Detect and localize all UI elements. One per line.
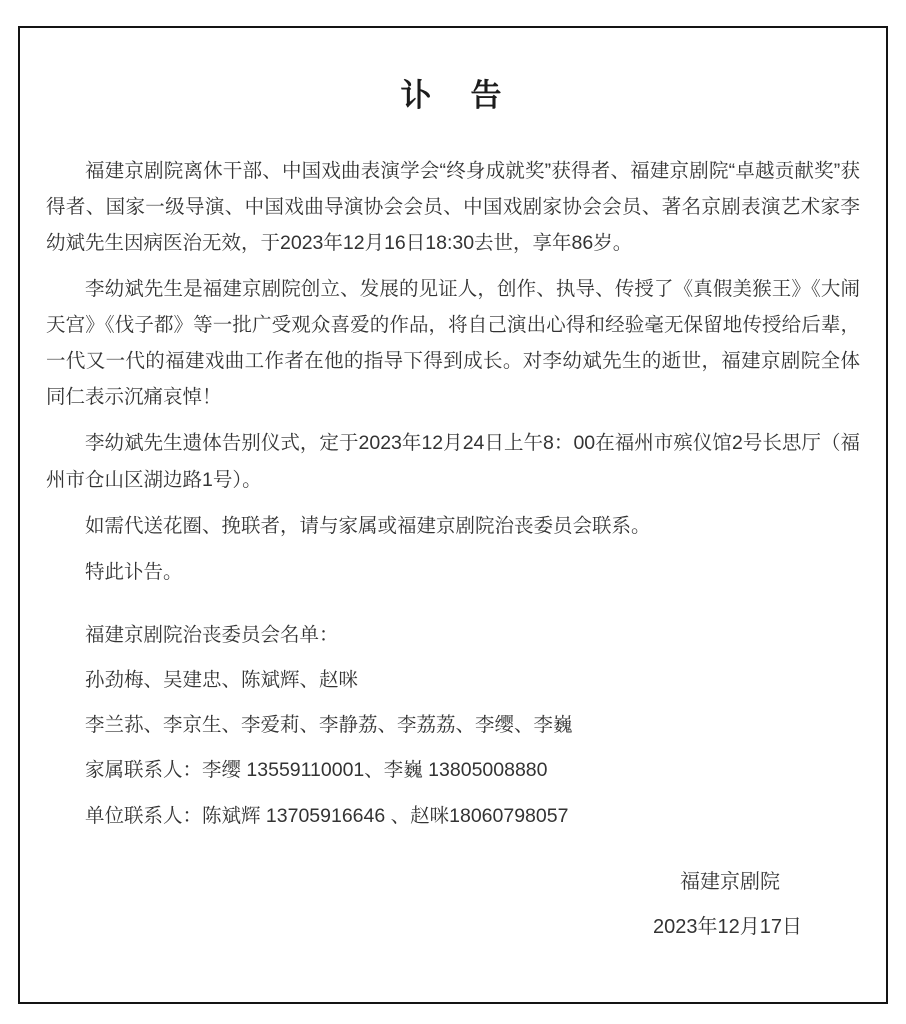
signature-date: 2023年12月17日 — [653, 915, 802, 938]
obituary-paragraph-5: 特此讣告。 — [85, 560, 183, 583]
obituary-paragraph-2: 李幼斌先生是福建京剧院创立、发展的见证人，创作、执导、传授了《真假美猴王》《大闹天宫》《伐子都》等一批广受观众喜爱的作品，将自己演出心得和经验毫无保留地传授给后辈，一代又一代的福建戏曲工作者在他的指导下得到成长。对李幼斌先生的逝世，福建京剧院全体同仁表示沉痛哀悼！ — [46, 278, 860, 409]
document-border-frame — [18, 26, 888, 1004]
committee-section — [46, 620, 860, 831]
committee-members-row-2: 李兰荪、李京生、李爱莉、李静荔、李荔荔、李缨、李巍 — [85, 714, 573, 737]
signature-organization: 福建京剧院 — [680, 870, 780, 893]
signature-block — [46, 865, 860, 939]
obituary-body — [46, 153, 860, 590]
page-title: 讣 告 — [400, 78, 506, 113]
family-contact-row: 家属联系人：李缨 13559110001、李巍 13805008880 — [85, 759, 548, 782]
obituary-paragraph-1: 福建京剧院离休干部、中国戏曲表演学会“终身成就奖”获得者、福建京剧院“卓越贡献奖”获得者、国家一级导演、中国戏曲导演协会会员、中国戏剧家协会会员、著名京剧表演艺术家李幼斌先生因病医治无效，于2023年12月16日18:30去世，享年86岁。 — [46, 160, 860, 255]
obituary-paragraph-4: 如需代送花圈、挽联者，请与家属或福建京剧院治丧委员会联系。 — [85, 514, 651, 537]
committee-members-row-1: 孙劲梅、吴建忠、陈斌辉、赵咪 — [85, 668, 359, 691]
obituary-paragraph-3: 李幼斌先生遗体告别仪式，定于2023年12月24日上午8：00在福州市殡仪馆2号长思厅（福州市仓山区湖边路1号）。 — [46, 432, 860, 491]
unit-contact-row: 单位联系人：陈斌辉 13705916646 、赵咪18060798057 — [85, 804, 569, 827]
committee-heading: 福建京剧院治丧委员会名单： — [85, 623, 339, 646]
